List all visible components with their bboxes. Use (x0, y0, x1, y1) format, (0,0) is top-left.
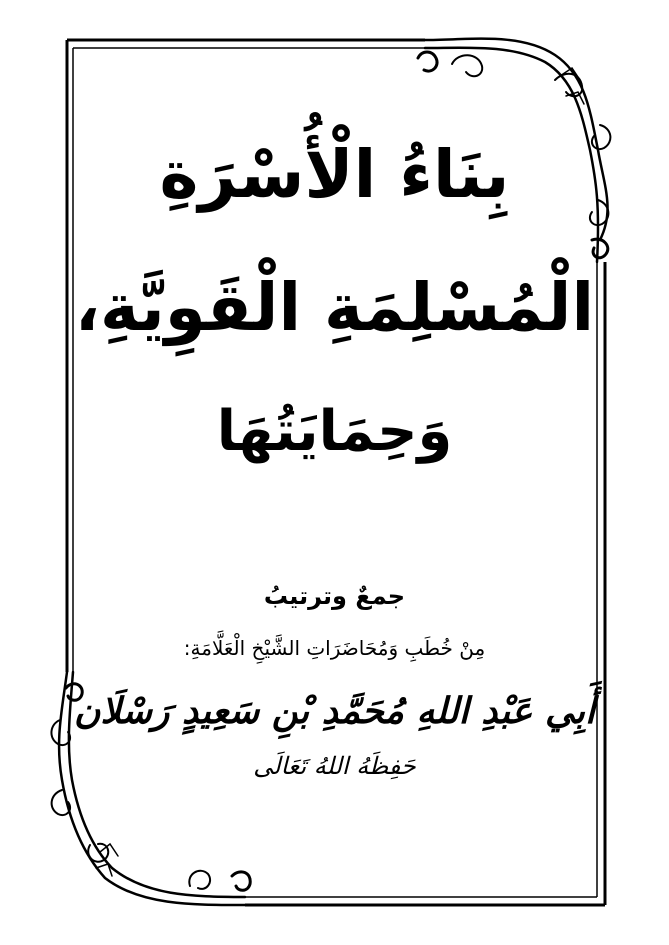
source-line: مِنْ خُطَبِ وَمُحَاضَرَاتِ الشَّيْخِ الْعَلَّامَةِ: (183, 636, 486, 660)
title-line-3: وَحِمَايَتُهَا (216, 399, 453, 464)
title-line-2: الْمُسْلِمَةِ الْقَوِيَّةِ، (74, 269, 595, 346)
honorific: حَفِظَهُ اللهُ تَعَالَى (253, 752, 416, 780)
author-name: أَبِي عَبْدِ اللهِ مُحَمَّدِ بْنِ سَعِيدٍ رَسْلَان (73, 690, 596, 732)
title-line-1: بِنَاءُ الْأُسْرَةِ (159, 136, 510, 213)
compiled-by-label: جمعٌ وترتيبُ (263, 582, 406, 610)
